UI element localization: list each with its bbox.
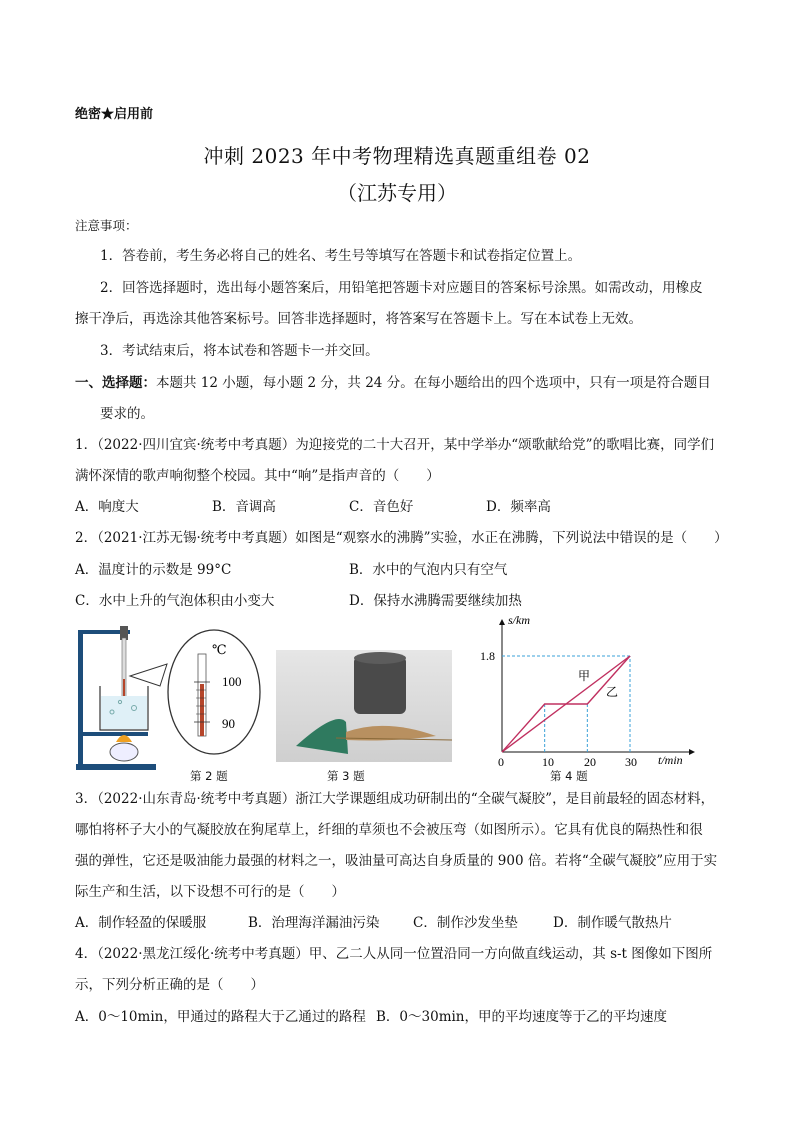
section-text: 本题共 12 小题，每小题 2 分，共 24 分。在每小题给出的四个选项中，只有一项是符合题目: [156, 375, 711, 391]
fig3-caption: 第 3 题: [327, 769, 365, 783]
alcohol-lamp: [110, 743, 138, 761]
q3-option-b: B．治理海洋漏油污染: [248, 915, 380, 931]
q2-option-b: B．水中的气泡内只有空气: [349, 562, 508, 578]
series-label-jia: 甲: [578, 669, 591, 683]
q2-stem: 2．（2021·江苏无锡·统考中考真题）如图是“观察水的沸腾”实验，水正在沸腾，下列说法中错误的是（ ）: [75, 530, 728, 546]
q4-stem-cont: 示，下列分析正确的是（ ）: [75, 977, 264, 993]
q2-option-c: C．水中上升的气泡体积由小变大: [75, 593, 275, 609]
fig4-caption: 第 4 题: [550, 769, 588, 783]
notice-item-2: 2．回答选择题时，选出每小题答案后，用铅笔把答题卡对应题目的答案标号涂黑。如需改动，用橡皮: [100, 280, 703, 296]
callout-pointer: [130, 664, 167, 686]
q1-option-c: C．音色好: [349, 499, 414, 515]
q3-stem: 3．（2022·山东青岛·统考中考真题）浙江大学课题组成功研制出的“全碳气凝胶”，是目前最轻的固态材料，: [75, 791, 715, 807]
water: [101, 696, 147, 729]
notice-item-1: 1．答卷前，考生务必将自己的姓名、考生号等填写在答题卡和试卷指定位置上。: [100, 248, 582, 264]
thermometer-unit: ℃: [212, 642, 227, 657]
y-tick-label: 1.8: [480, 649, 495, 663]
ring-arm: [78, 732, 148, 736]
q1-stem-cont: 满怀深情的歌声响彻整个校园。其中“响”是指声音的（ ）: [75, 468, 440, 484]
q4-option-a: A．0～10min，甲通过的路程大于乙通过的路程: [75, 1009, 366, 1025]
q1-stem: 1．（2022·四川宜宾·统考中考真题）为迎接党的二十大召开，某中学举办“颂歌献给党”的歌唱比赛，同学们: [75, 437, 715, 453]
notice-heading: 注意事项：: [75, 218, 138, 233]
figure-boiling-apparatus: [72, 624, 262, 776]
x-tick-10: 10: [542, 755, 554, 769]
section-text-cont: 要求的。: [100, 406, 154, 422]
q1-option-b: B．音调高: [212, 499, 276, 515]
x-tick-30: 30: [625, 755, 637, 769]
y-axis-label: s/km: [508, 613, 530, 627]
section-heading: [75, 374, 711, 393]
x-tick-20: 20: [584, 755, 596, 769]
q3-option-d: D．制作暖气散热片: [553, 915, 672, 931]
thermometer-scale-liquid: [200, 684, 204, 736]
q2-option-d: D．保持水沸腾需要继续加热: [349, 593, 522, 609]
series-line-yi: [502, 656, 630, 752]
page-subtitle: （江苏专用）: [337, 181, 457, 205]
thermometer-label-lower: 90: [222, 716, 235, 731]
q1-option-a: A．响度大: [75, 499, 139, 515]
section-prefix: 一、选择题：: [75, 375, 156, 391]
aerogel-block: [354, 656, 406, 714]
series-label-yi: 乙: [606, 685, 619, 699]
stand-base: [76, 764, 156, 770]
q4-option-b: B．0～30min，甲的平均速度等于乙的平均速度: [376, 1009, 668, 1025]
q3-stem-cont-2: 强的弹性，它还是吸油能力最强的材料之一，吸油量可高达自身质量的 900 倍。若将“全碳气凝胶”应用于实: [75, 853, 718, 869]
figure-aerogel-photo: [276, 650, 452, 762]
notice-item-2-cont: 擦干净后，再选涂其他答案标号。回答非选择题时，将答案写在答题卡上。写在本试卷上无效。: [75, 311, 642, 327]
x-tick-0: 0: [498, 755, 504, 769]
page-title: 冲刺 2023 年中考物理精选真题重组卷 02: [203, 144, 591, 168]
x-axis-label: t/min: [658, 753, 683, 767]
q3-stem-cont-1: 哪怕将杯子大小的气凝胶放在狗尾草上，纤细的草须也不会被压弯（如图所示）。它具有优良的隔热性和很: [75, 822, 703, 838]
figure-st-graph: [478, 612, 704, 772]
notice-item-3: 3．考试结束后，将本试卷和答题卡一并交回。: [100, 343, 379, 359]
thermometer-label-upper: 100: [222, 674, 242, 689]
fig2-caption: 第 2 题: [190, 769, 228, 783]
q3-stem-cont-3: 际生产和生活，以下设想不可行的是（ ）: [75, 884, 345, 900]
q4-stem: 4．（2022·黑龙江绥化·统考中考真题）甲、乙二人从同一位置沿同一方向做直线运动，其 s-t 图像如下图所: [75, 946, 713, 962]
q3-option-c: C．制作沙发坐垫: [413, 915, 518, 931]
stand-rod: [78, 630, 83, 766]
confidential-label: 绝密★启用前: [75, 107, 154, 122]
q1-option-d: D．频率高: [486, 499, 551, 515]
flame: [116, 735, 132, 742]
q3-option-a: A．制作轻盈的保暖服: [75, 915, 207, 931]
q2-option-a: A．温度计的示数是 99°C: [75, 562, 232, 578]
